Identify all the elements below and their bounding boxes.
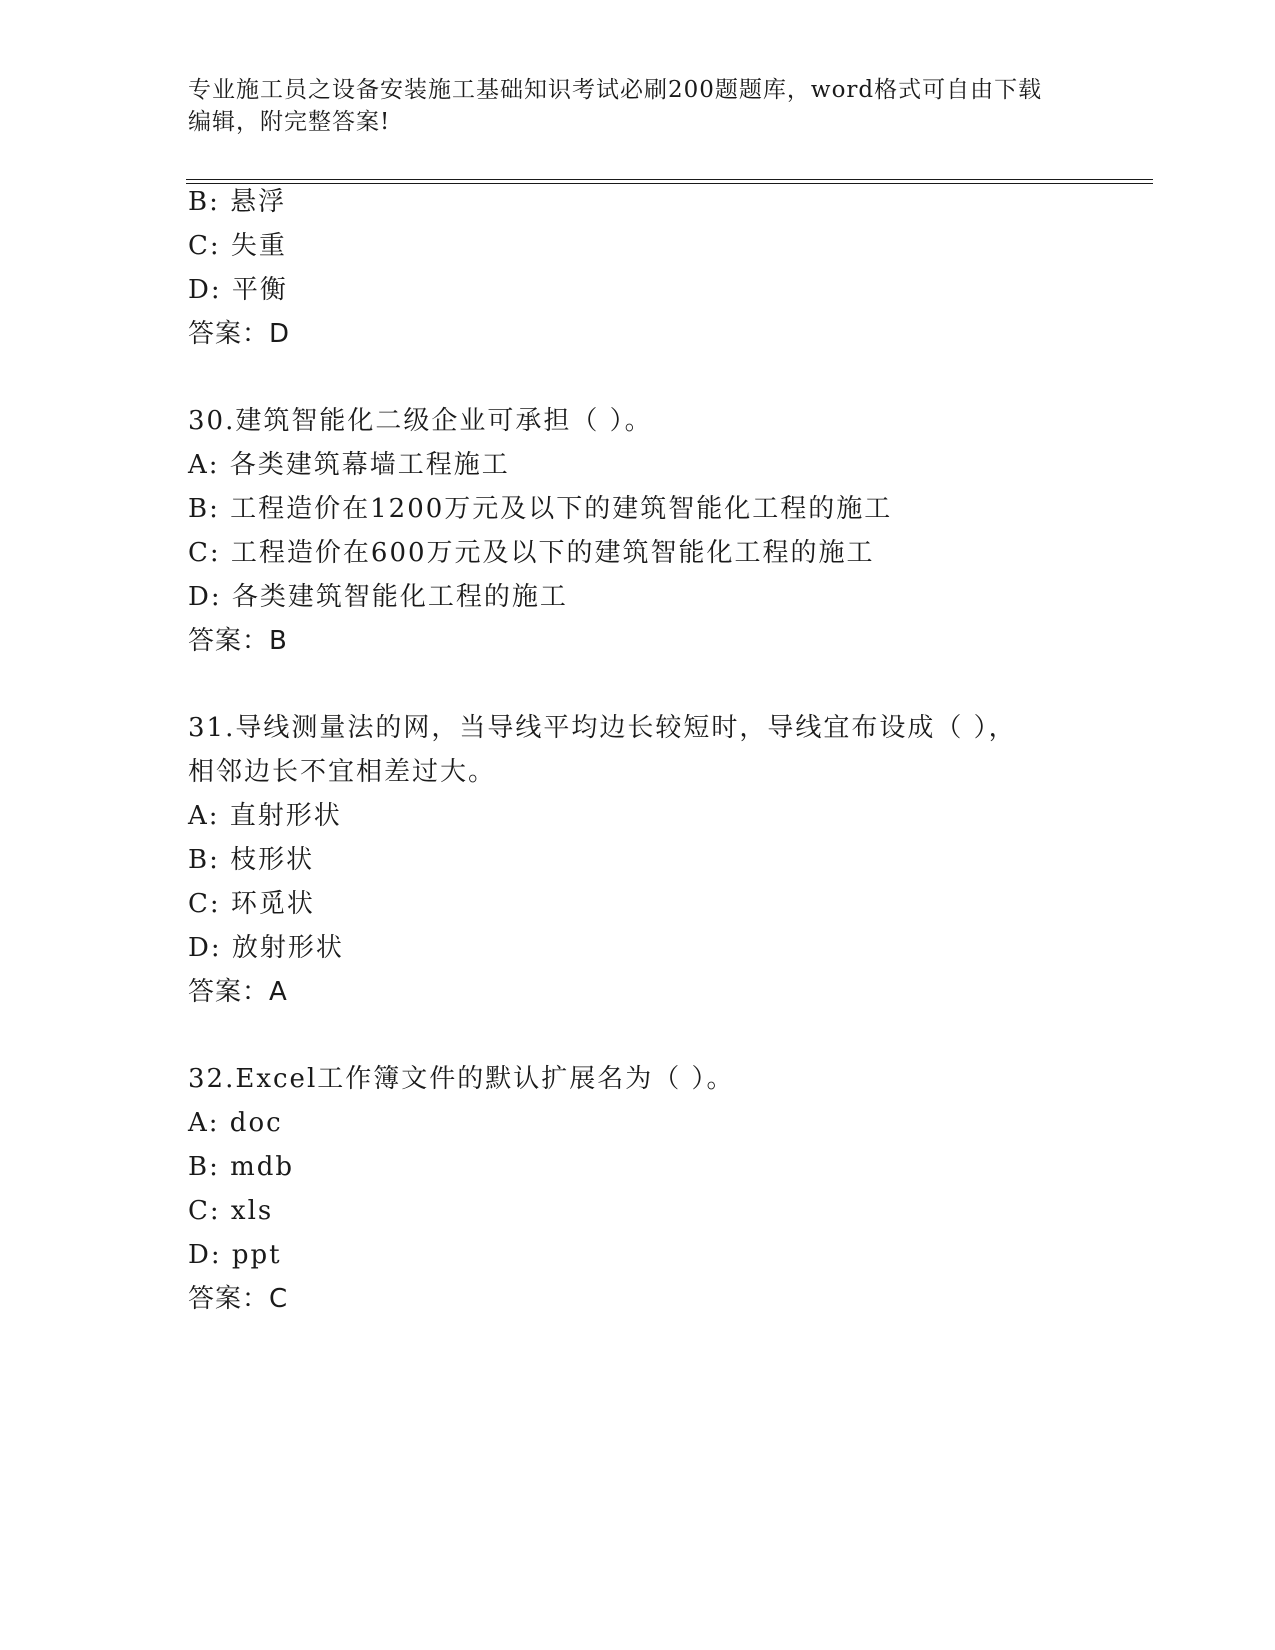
q32-stem: 32.Excel工作簿文件的默认扩展名为（ ）。 (188, 1064, 735, 1094)
q32-option-d: D: ppt (188, 1240, 282, 1270)
q31-option-b: B: 枝形状 (188, 845, 315, 875)
prev-answer: 答案：D (188, 319, 291, 349)
prev-option-c: C: 失重 (188, 231, 287, 261)
header-title-line-2: 编辑，附完整答案! (188, 109, 391, 135)
q30-answer: 答案：B (188, 626, 288, 656)
q31-stem-line-1: 31.导线测量法的网，当导线平均边长较短时，导线宜布设成（ ）， (188, 713, 1017, 743)
q31-option-a: A: 直射形状 (188, 801, 342, 831)
document-header (188, 74, 1088, 138)
q30-option-a: A: 各类建筑幕墙工程施工 (188, 450, 510, 480)
q30-option-d: D: 各类建筑智能化工程的施工 (188, 582, 568, 612)
prev-option-d: D: 平衡 (188, 275, 288, 305)
header-divider (186, 179, 1153, 184)
q30-stem: 30.建筑智能化二级企业可承担（ ）。 (188, 406, 653, 436)
q30-option-b: B: 工程造价在1200万元及以下的建筑智能化工程的施工 (188, 494, 893, 524)
q31-option-d: D: 放射形状 (188, 933, 344, 963)
q30-option-c: C: 工程造价在600万元及以下的建筑智能化工程的施工 (188, 538, 875, 568)
header-title-line-1: 专业施工员之设备安装施工基础知识考试必刷200题题库，word格式可自由下载 (188, 77, 1043, 103)
q32-option-a: A: doc (188, 1108, 283, 1138)
q32-answer: 答案：C (188, 1284, 289, 1314)
prev-option-b: B: 悬浮 (188, 187, 287, 217)
q32-option-c: C: xls (188, 1196, 274, 1226)
q31-answer: 答案：A (188, 977, 288, 1007)
q31-stem-line-2: 相邻边长不宜相差过大。 (188, 757, 497, 787)
q31-option-c: C: 环觅状 (188, 889, 315, 919)
q32-option-b: B: mdb (188, 1152, 295, 1182)
